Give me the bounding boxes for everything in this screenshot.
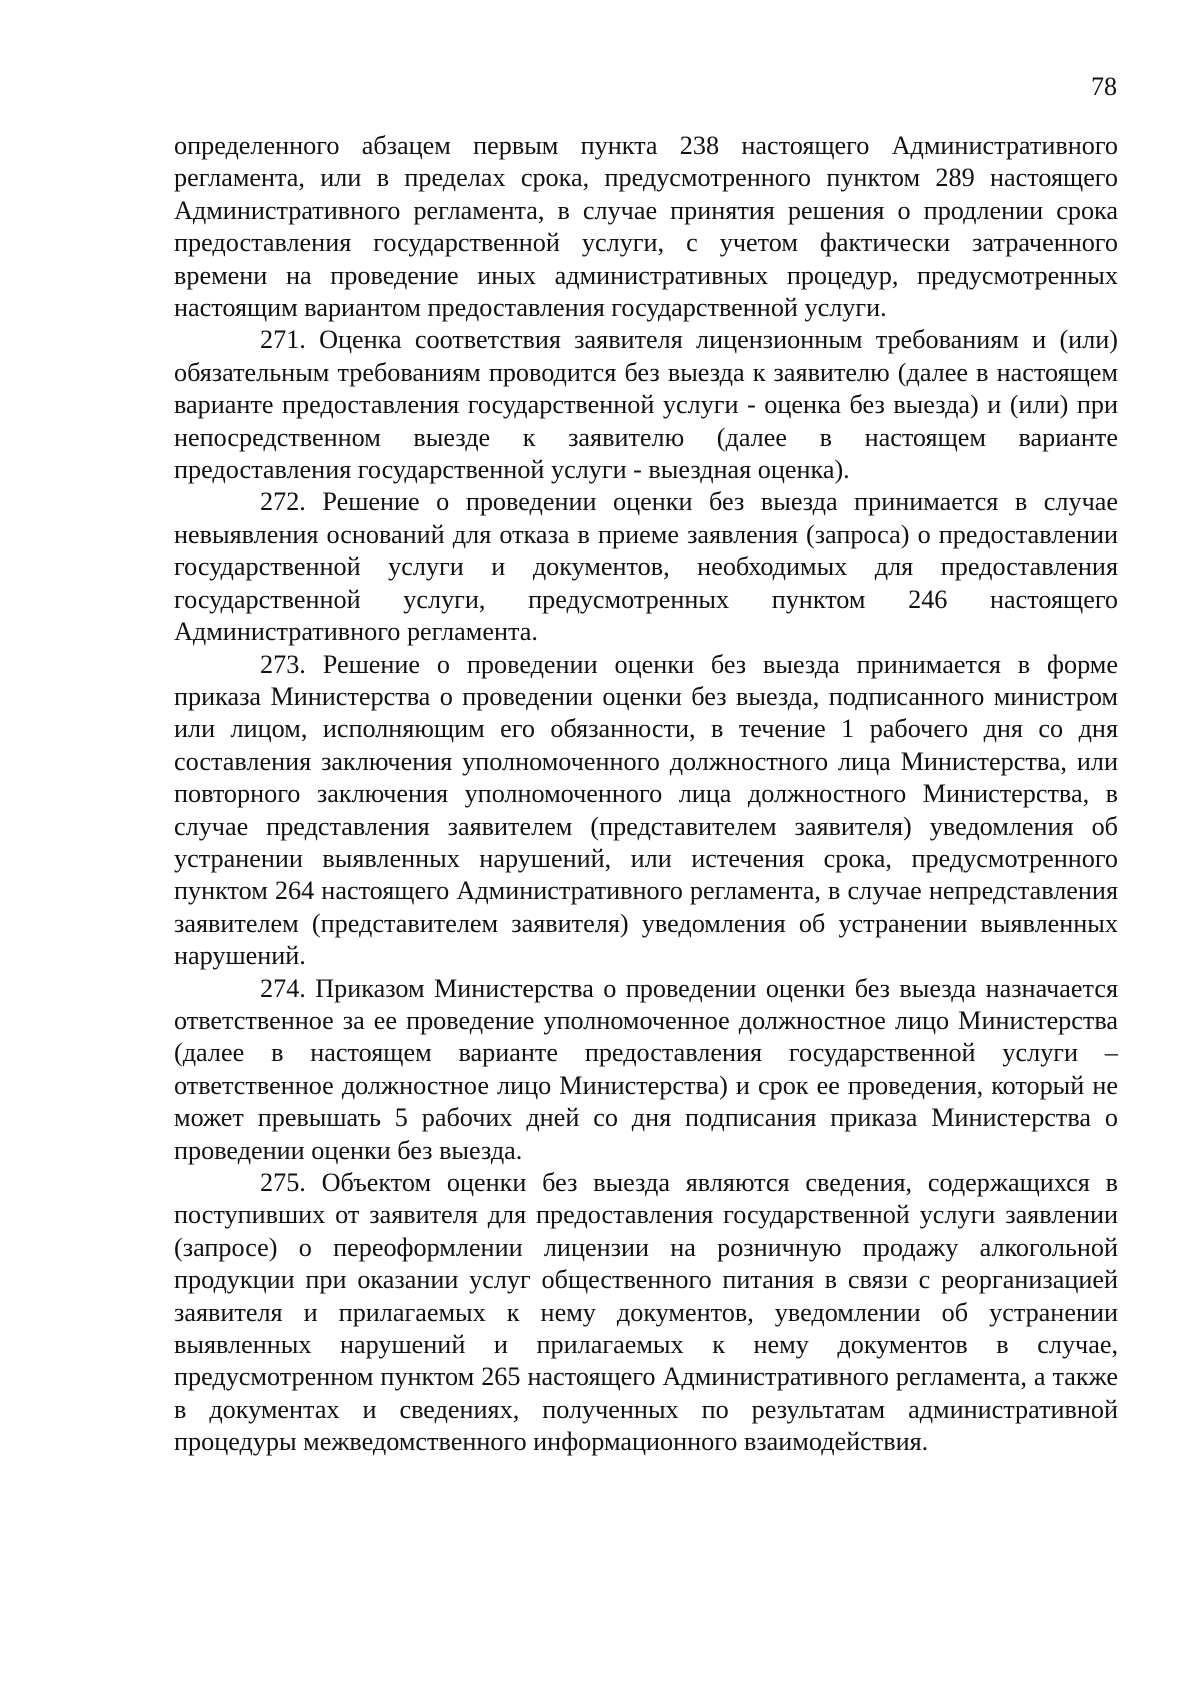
- document-body: [174, 130, 1118, 1459]
- paragraph-271: 271. Оценка соответствия заявителя лицензионным требованиям и (или) обязательным требованиям проводится без выезда к заявителю (далее в настоящем варианте предоставления государственной услуги - оценка без выезда) и (или) при непосредственном выезде к заявителю (далее в настоящем варианте предоставления государственной услуги - выездная оценка).: [174, 325, 1118, 485]
- page-number: 78: [1091, 72, 1117, 101]
- paragraph-274: 274. Приказом Министерства о проведении оценки без выезда назначается ответственное за ее проведение уполномоченное должностное лицо Министерства (далее в настоящем варианте предоставления государственной услуги – ответственное должностное лицо Министерства) и срок ее проведения, который не может превышать 5 рабочих дней со дня подписания приказа Министерства о проведении оценки без выезда.: [174, 973, 1118, 1165]
- paragraph-273: 273. Решение о проведении оценки без выезда принимается в форме приказа Министерства о проведении оценки без выезда, подписанного министром или лицом, исполняющим его обязанности, в течение 1 рабочего дня со дня составления заключения уполномоченного должностного лица Министерства, или повторного заключения уполномоченного лица должностного Министерства, в случае представления заявителем (представителем заявителя) уведомления об устранении выявленных нарушений, или истечения срока, предусмотренного пунктом 264 настоящего Административного регламента, в случае непредставления заявителем (представителем заявителя) уведомления об устранении выявленных нарушений.: [174, 649, 1118, 971]
- paragraph-275: 275. Объектом оценки без выезда являются сведения, содержащихся в поступивших от заявителя для предоставления государственной услуги заявлении (запросе) о переоформлении лицензии на розничную продажу алкогольной продукции при оказании услуг общественного питания в связи с реорганизацией заявителя и прилагаемых к нему документов, уведомлении об устранении выявленных нарушений и прилагаемых к нему документов в случае, предусмотренном пунктом 265 настоящего Административного регламента, а также в документах и сведениях, полученных по результатам административной процедуры межведомственного информационного взаимодействия.: [174, 1168, 1118, 1457]
- paragraph-272: 272. Решение о проведении оценки без выезда принимается в случае невыявления оснований для отказа в приеме заявления (запроса) о предоставлении государственной услуги и документов, необходимых для предоставления государственной услуги, предусмотренных пунктом 246 настоящего Административного регламента.: [174, 487, 1118, 647]
- paragraph-continuation: определенного абзацем первым пункта 238 настоящего Административного регламента, или в пределах срока, предусмотренного пунктом 289 настоящего Административного регламента, в случае принятия решения о продлении срока предоставления государственной услуги, с учетом фактически затраченного времени на проведение иных административных процедур, предусмотренных настоящим вариантом предоставления государственной услуги.: [174, 131, 1118, 323]
